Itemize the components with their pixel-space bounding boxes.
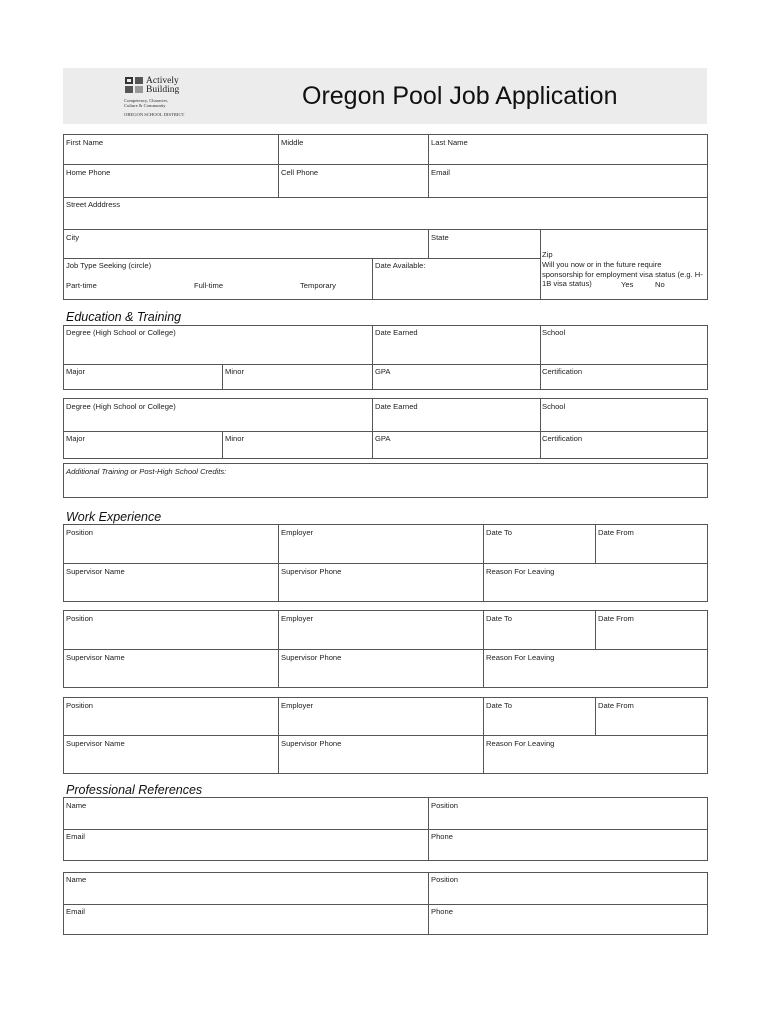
cell-phone-field[interactable]: Cell Phone [281,168,319,177]
divider [540,325,541,390]
supervisor-phone-field[interactable]: Supervisor Phone [281,739,342,748]
divider [63,258,540,259]
job-type-label: Job Type Seeking (circle) [66,261,152,270]
school-field[interactable]: School [542,402,566,411]
major-field[interactable]: Major [66,367,85,376]
job-type-temporary[interactable]: Temporary [300,281,336,290]
divider [63,364,708,365]
divider [278,610,279,688]
position-field[interactable]: Position [66,701,94,710]
position-field[interactable]: Position [66,528,94,537]
reference-phone-field[interactable]: Phone [431,907,453,916]
divider [63,563,708,564]
degree-field[interactable]: Degree (High School or College) [66,328,176,337]
date-to-field[interactable]: Date To [486,701,513,710]
reference-phone-field[interactable]: Phone [431,832,453,841]
divider [540,398,541,459]
divider [595,610,596,649]
divider [372,398,373,459]
email-field[interactable]: Email [431,168,450,177]
job-type-part-time[interactable]: Part-time [66,281,97,290]
first-name-field[interactable]: First Name [66,138,104,147]
supervisor-name-field[interactable]: Supervisor Name [66,739,125,748]
references-heading: Professional References [66,783,203,797]
education-heading: Education & Training [66,310,182,324]
reason-for-leaving-field[interactable]: Reason For Leaving [486,653,555,662]
divider [222,431,223,459]
date-to-field[interactable]: Date To [486,614,513,623]
visa-sponsorship-question: Will you now or in the future require sponsorship for employment visa status (e.g. H-1B visa status) [542,260,703,288]
position-field[interactable]: Position [66,614,94,623]
logo-tagline-2: Culture & Community [124,103,166,108]
divider [63,649,708,650]
reference-email-field[interactable]: Email [66,832,85,841]
date-to-field[interactable]: Date To [486,528,513,537]
date-earned-field[interactable]: Date Earned [375,328,418,337]
supervisor-name-field[interactable]: Supervisor Name [66,653,125,662]
supervisor-name-field[interactable]: Supervisor Name [66,567,125,576]
divider [483,610,484,688]
divider [63,829,708,830]
gpa-field[interactable]: GPA [375,434,391,443]
divider [428,797,429,861]
divider [222,364,223,390]
divider [483,697,484,774]
supervisor-phone-field[interactable]: Supervisor Phone [281,567,342,576]
logo-word-2: Building [146,85,180,95]
zip-field[interactable]: Zip [542,250,553,259]
reference-name-field[interactable]: Name [66,801,87,810]
certification-field[interactable]: Certification [542,434,583,443]
logo-word-1: Actively [146,76,179,86]
date-earned-field[interactable]: Date Earned [375,402,418,411]
divider [595,524,596,563]
reason-for-leaving-field[interactable]: Reason For Leaving [486,567,555,576]
divider [63,197,708,198]
divider [63,431,708,432]
logo-tagline-1: Competency, Character, [124,98,169,103]
reference-email-field[interactable]: Email [66,907,85,916]
reference-position-field[interactable]: Position [431,875,459,884]
employer-field[interactable]: Employer [281,701,314,710]
city-field[interactable]: City [66,233,80,242]
state-field[interactable]: State [431,233,449,242]
supervisor-phone-field[interactable]: Supervisor Phone [281,653,342,662]
employer-field[interactable]: Employer [281,528,314,537]
additional-training-field[interactable]: Additional Training or Post-High School Credits: [66,467,227,476]
divider [63,904,708,905]
employer-field[interactable]: Employer [281,614,314,623]
date-from-field[interactable]: Date From [598,701,634,710]
home-phone-field[interactable]: Home Phone [66,168,111,177]
divider [428,229,429,258]
divider [372,325,373,390]
minor-field[interactable]: Minor [225,367,244,376]
minor-field[interactable]: Minor [225,434,244,443]
reference-name-field[interactable]: Name [66,875,87,884]
divider [428,134,429,197]
reference-position-field[interactable]: Position [431,801,459,810]
divider [595,697,596,735]
street-address-field[interactable]: Street Adddress [66,200,121,209]
gpa-field[interactable]: GPA [375,367,391,376]
divider [428,872,429,935]
divider [483,524,484,602]
visa-no-option[interactable]: No [655,280,665,289]
certification-field[interactable]: Certification [542,367,583,376]
work-experience-heading: Work Experience [66,510,162,524]
divider [63,229,708,230]
school-field[interactable]: School [542,328,566,337]
divider [278,697,279,774]
divider [278,134,279,197]
divider [63,164,708,165]
date-from-field[interactable]: Date From [598,528,634,537]
divider [372,258,373,300]
last-name-field[interactable]: Last Name [431,138,468,147]
major-field[interactable]: Major [66,434,85,443]
divider [63,735,708,736]
divider [278,524,279,602]
job-type-full-time[interactable]: Full-time [194,281,224,290]
district-logo [118,73,194,121]
degree-field[interactable]: Degree (High School or College) [66,402,176,411]
middle-name-field[interactable]: Middle [281,138,304,147]
logo-mark-icon [124,76,146,94]
date-from-field[interactable]: Date From [598,614,634,623]
date-available-field[interactable]: Date Available: [375,261,426,270]
page-title: Oregon Pool Job Application [302,82,618,110]
visa-yes-option[interactable]: Yes [621,280,634,289]
reason-for-leaving-field[interactable]: Reason For Leaving [486,739,555,748]
divider [540,229,541,300]
logo-district: OREGON SCHOOL DISTRICT [124,112,185,117]
